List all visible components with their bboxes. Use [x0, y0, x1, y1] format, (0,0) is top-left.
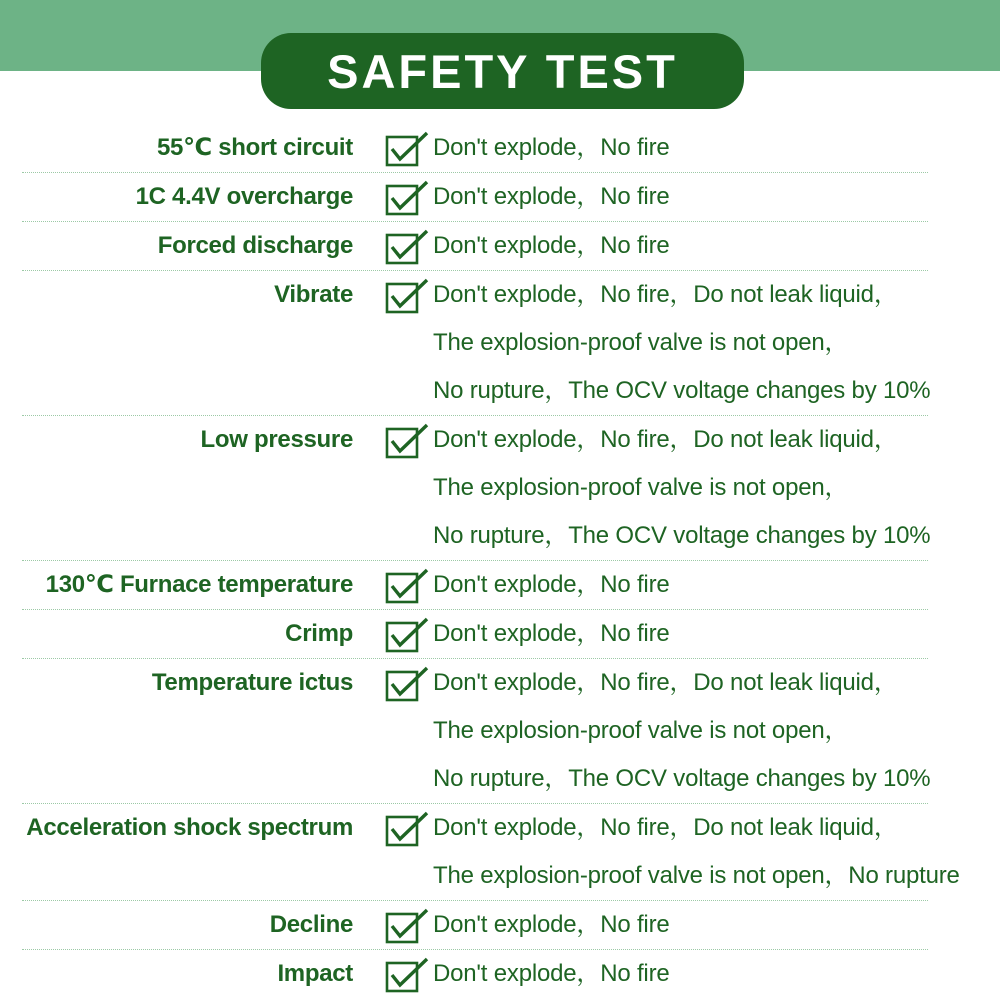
checkbox-check-icon	[385, 907, 431, 947]
test-label: Acceleration shock spectrum	[26, 814, 353, 841]
test-row	[22, 804, 960, 901]
test-result	[433, 271, 931, 415]
test-row	[22, 416, 931, 561]
test-row	[22, 659, 931, 804]
checkbox-check-icon	[385, 179, 431, 219]
test-row	[22, 271, 931, 416]
checkbox-check-icon	[385, 665, 431, 705]
checkbox-check-icon	[385, 810, 431, 850]
result-line: Don't explode，No fire	[433, 134, 670, 161]
checkbox-check-icon	[385, 567, 431, 607]
test-result	[433, 950, 928, 998]
title-banner	[261, 33, 744, 109]
test-result	[433, 416, 931, 560]
result-line: Don't explode，No fire，Do not leak liquid，	[433, 669, 898, 696]
test-label: Low pressure	[200, 426, 353, 453]
result-line: Don't explode，No fire	[433, 571, 670, 598]
result-line: Don't explode，No fire，Do not leak liquid，	[433, 814, 898, 841]
result-line: No rupture，The OCV voltage changes by 10%	[433, 377, 931, 404]
result-line: Don't explode，No fire	[433, 620, 670, 647]
test-result	[433, 561, 928, 609]
test-label: 55℃ short circuit	[156, 134, 353, 161]
test-label: Crimp	[285, 620, 353, 647]
result-line: No rupture，The OCV voltage changes by 10%	[433, 522, 931, 549]
checkbox-check-icon	[385, 277, 431, 317]
test-label: Impact	[277, 960, 353, 987]
result-line: The explosion-proof valve is not open，	[433, 329, 849, 356]
test-result	[433, 610, 928, 658]
result-line: No rupture，The OCV voltage changes by 10%	[433, 765, 931, 792]
result-line: The explosion-proof valve is not open，	[433, 717, 849, 744]
test-label: Forced discharge	[157, 232, 353, 259]
test-label: Vibrate	[274, 281, 353, 308]
test-result	[433, 222, 928, 270]
result-line: The explosion-proof valve is not open，No rupture	[433, 862, 960, 889]
result-line: Don't explode，No fire，Do not leak liquid，	[433, 281, 898, 308]
result-line: Don't explode，No fire	[433, 183, 670, 210]
page-title: SAFETY TEST	[327, 44, 678, 98]
test-result	[433, 901, 928, 949]
checkbox-check-icon	[385, 422, 431, 462]
test-label: 130℃ Furnace temperature	[45, 571, 353, 598]
test-result	[433, 804, 960, 900]
test-row	[22, 901, 928, 950]
result-line: Don't explode，No fire	[433, 960, 670, 987]
test-row	[22, 173, 928, 222]
test-row	[22, 222, 928, 271]
test-row	[22, 561, 928, 610]
test-row	[22, 950, 928, 998]
test-result	[433, 659, 931, 803]
result-line: The explosion-proof valve is not open，	[433, 474, 849, 501]
test-label: 1C 4.4V overcharge	[135, 183, 353, 210]
checkbox-check-icon	[385, 616, 431, 656]
test-result	[433, 173, 928, 221]
test-result	[433, 124, 928, 172]
safety-test-list	[0, 124, 1000, 998]
test-label: Decline	[269, 911, 353, 938]
result-line: Don't explode，No fire	[433, 232, 670, 259]
test-row	[22, 610, 928, 659]
result-line: Don't explode，No fire	[433, 911, 670, 938]
test-label: Temperature ictus	[151, 669, 353, 696]
checkbox-check-icon	[385, 130, 431, 170]
checkbox-check-icon	[385, 956, 431, 996]
checkbox-check-icon	[385, 228, 431, 268]
result-line: Don't explode，No fire，Do not leak liquid，	[433, 426, 898, 453]
test-row	[22, 124, 928, 173]
